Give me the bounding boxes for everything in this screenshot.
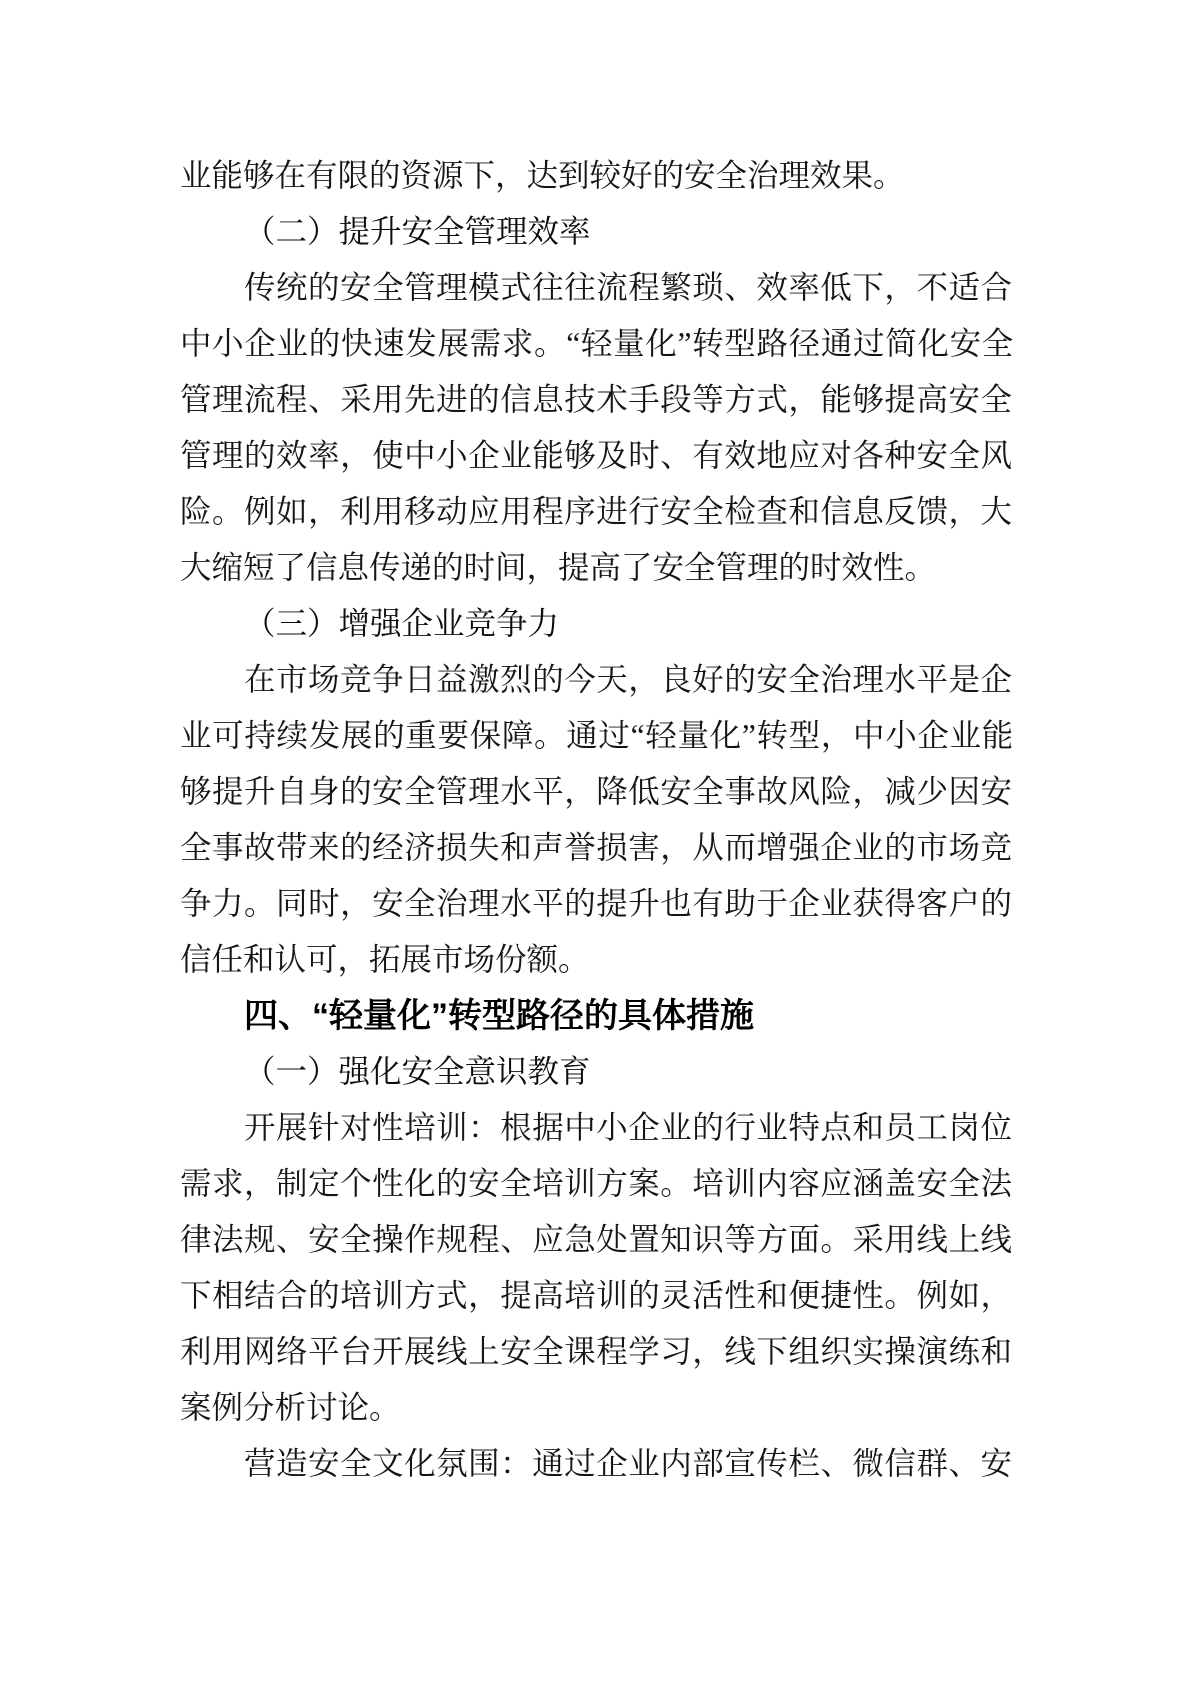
text-line: 全事故带来的经济损失和声誉损害，从而增强企业的市场竞	[180, 830, 1012, 865]
text-line: 信任和认可，拓展市场份额。	[180, 942, 590, 977]
text-line: 够提升自身的安全管理水平，降低安全事故风险，减少因安	[180, 774, 1012, 809]
text-line: 管理流程、采用先进的信息技术手段等方式，能够提高安全	[180, 382, 1012, 417]
sub-heading: （三）增强企业竞争力	[244, 606, 560, 641]
text-line: 利用网络平台开展线上安全课程学习，线下组织实操演练和	[180, 1334, 1012, 1369]
text-line: 中小企业的快速发展需求。“轻量化”转型路径通过简化安全	[180, 326, 1012, 361]
text-line: 开展针对性培训：根据中小企业的行业特点和员工岗位	[244, 1110, 1012, 1145]
sub-heading: （二）提升安全管理效率	[244, 214, 591, 249]
text-line: 险。例如，利用移动应用程序进行安全检查和信息反馈，大	[180, 494, 1012, 529]
text-line: 律法规、安全操作规程、应急处置知识等方面。采用线上线	[180, 1222, 1012, 1257]
text-line: 需求，制定个性化的安全培训方案。培训内容应涵盖安全法	[180, 1166, 1012, 1201]
document-text-block	[180, 148, 1012, 1492]
text-line: 管理的效率，使中小企业能够及时、有效地应对各种安全风	[180, 438, 1012, 473]
text-line: 业能够在有限的资源下，达到较好的安全治理效果。	[180, 158, 905, 193]
text-line: 下相结合的培训方式，提高培训的灵活性和便捷性。例如，	[180, 1278, 1012, 1313]
sub-heading: （一）强化安全意识教育	[244, 1054, 591, 1089]
text-line: 业可持续发展的重要保障。通过“轻量化”转型，中小企业能	[180, 718, 1012, 753]
text-line: 大缩短了信息传递的时间，提高了安全管理的时效性。	[180, 550, 937, 585]
text-line: 营造安全文化氛围：通过企业内部宣传栏、微信群、安	[244, 1446, 1012, 1481]
section-heading: 四、“轻量化”转型路径的具体措施	[244, 997, 754, 1035]
text-line: 案例分析讨论。	[180, 1390, 401, 1425]
text-line: 传统的安全管理模式往往流程繁琐、效率低下，不适合	[244, 270, 1012, 305]
text-line: 在市场竞争日益激烈的今天，良好的安全治理水平是企	[244, 662, 1012, 697]
text-line: 争力。同时，安全治理水平的提升也有助于企业获得客户的	[180, 886, 1012, 921]
